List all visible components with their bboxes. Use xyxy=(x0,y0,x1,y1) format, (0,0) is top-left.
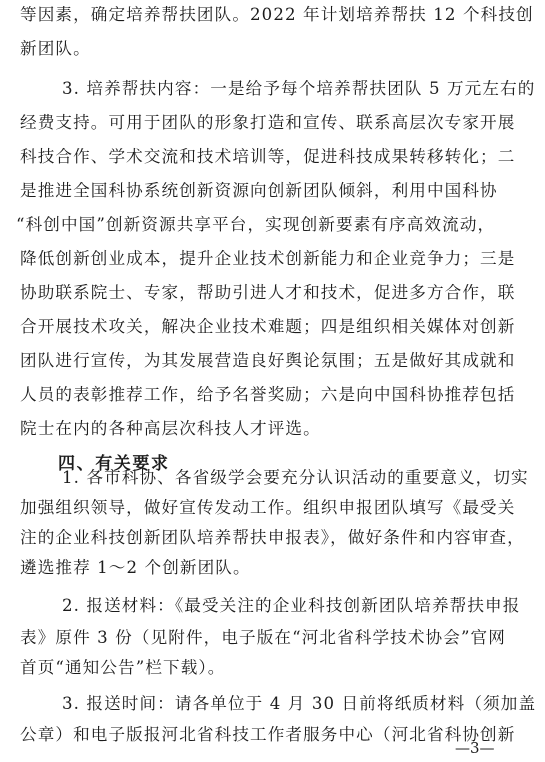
section-heading: 四、有关要求 xyxy=(58,454,170,474)
text-line: 2. 报送材料：《最受关注的企业科技创新团队培养帮扶申报 xyxy=(62,596,521,615)
text-line: 注的企业科技创新团队培养帮扶申报表》，做好条件和内容审查， xyxy=(20,528,525,547)
text-line: 人员的表彰推荐工作，给予名誉奖励；六是向中国科协推荐包括 xyxy=(20,385,516,404)
text-line: 加强组织领导，做好宣传发动工作。组织申报团队填写《最受关 xyxy=(20,498,516,517)
text-line: 首页“通知公告”栏下载）。 xyxy=(20,658,226,677)
text-line: 3. 报送时间：请各单位于 4 月 30 日前将纸质材料（须加盖 xyxy=(62,694,537,713)
text-line: 合开展技术攻关，解决企业技术难题；四是组织相关媒体对创新 xyxy=(20,317,516,336)
text-line: 3. 培养帮扶内容：一是给予每个培养帮扶团队 5 万元左右的 xyxy=(62,79,536,98)
text-line: 表》原件 3 份（见附件，电子版在“河北省科学技术协会”官网 xyxy=(20,628,506,647)
text-line: 是推进全国科协系统创新资源向创新团队倾斜，利用中国科协 xyxy=(20,181,498,200)
text-line: 院士在内的各种高层次科技人才评选。 xyxy=(20,419,321,438)
text-line: 科技合作、学术交流和技术培训等，促进科技成果转移转化；二 xyxy=(20,147,516,166)
text-line: 1. 各市科协、各省级学会要充分认识活动的重要意义，切实 xyxy=(62,468,529,487)
text-line: 降低创新创业成本，提升企业技术创新能力和企业竞争力；三是 xyxy=(20,249,516,268)
text-line: 经费支持。可用于团队的形象打造和宣传、联系高层次专家开展 xyxy=(20,113,516,132)
text-line: 协助联系院士、专家，帮助引进人才和技术，促进多方合作，联 xyxy=(20,283,516,302)
page-number: —3— xyxy=(455,739,495,757)
text-line: 新团队。 xyxy=(20,39,91,58)
text-line: “科创中国”创新资源共享平台，实现创新要素有序高效流动， xyxy=(16,215,496,234)
text-line: 公章）和电子版报河北省科技工作者服务中心（河北省科协创新 xyxy=(20,725,516,744)
text-line: 团队进行宣传，为其发展营造良好舆论氛围；五是做好其成就和 xyxy=(20,351,516,370)
text-line: 遴选推荐 1～2 个创新团队。 xyxy=(20,558,251,577)
text-line: 等因素，确定培养帮扶团队。2022 年计划培养帮扶 12 个科技创 xyxy=(20,5,534,24)
